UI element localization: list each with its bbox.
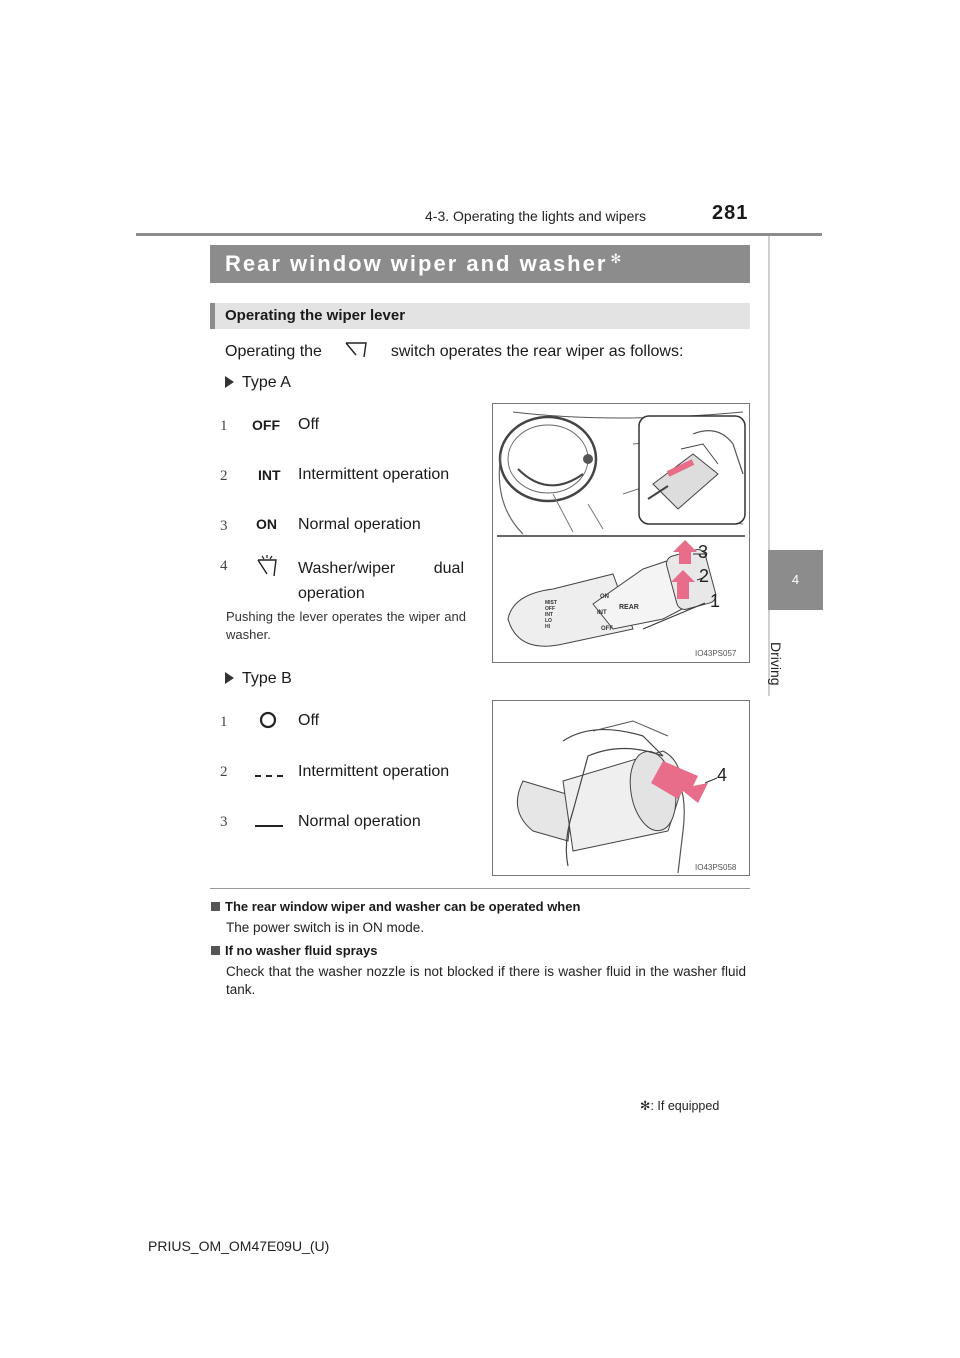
chapter-label: Driving <box>768 642 784 686</box>
item-text: Normal operation <box>298 813 421 830</box>
intro-text: Operating the switch operates the rear wiper as follows: <box>225 343 684 361</box>
lever-label: OFF <box>601 626 613 632</box>
item-number: 3 <box>220 814 228 830</box>
item-text: Off <box>298 712 320 729</box>
section-title-bar <box>210 245 750 283</box>
type-a-figure <box>492 403 750 663</box>
section-divider <box>210 888 750 889</box>
equipped-asterisk: ✻ <box>610 251 622 266</box>
item-text: Intermittent operation <box>298 763 450 780</box>
lever-label: ON <box>600 594 609 600</box>
item-text: Intermittent operation <box>298 466 450 483</box>
item-number: 2 <box>220 764 228 780</box>
chapter-tab: 4 <box>768 550 823 610</box>
document-code: PRIUS_OM_OM47E09U_(U) <box>148 1238 330 1254</box>
footnote: ✻: If equipped <box>640 1099 720 1113</box>
page-number: 281 <box>712 202 749 224</box>
section-title: Rear window wiper and washer ✻ <box>225 251 622 276</box>
figure-callout: 1 <box>710 591 721 611</box>
square-bullet-icon <box>211 946 220 955</box>
item-text: Washer/wiper dual operation <box>298 560 464 602</box>
rear-wiper-icon <box>326 343 386 361</box>
lever-label: HI <box>545 624 550 630</box>
type-b-figure <box>492 700 750 876</box>
lever-label: INT <box>545 612 554 618</box>
item-number: 1 <box>220 418 228 434</box>
note-heading: The rear window wiper and washer can be operated when <box>211 899 580 914</box>
item-number: 3 <box>220 518 228 534</box>
item-text: Normal operation <box>298 516 421 533</box>
subheading-bar <box>210 303 750 329</box>
dashed-line-icon <box>254 766 284 784</box>
lever-label: REAR <box>619 604 639 611</box>
arrow-bullet-icon <box>225 672 234 684</box>
item-number: 1 <box>220 714 228 730</box>
figure-callout: 4 <box>717 765 728 785</box>
type-a-label: Type A <box>225 374 291 392</box>
subheading: Operating the wiper lever <box>225 307 406 324</box>
section-header: 4-3. Operating the lights and wipers <box>425 208 647 224</box>
type-a-note: Pushing the lever operates the wiper and washer. <box>226 609 466 642</box>
arrow-bullet-icon <box>225 376 234 388</box>
on-symbol: ON <box>256 516 277 532</box>
off-symbol: OFF <box>252 417 280 433</box>
note-heading: If no washer fluid sprays <box>211 943 377 958</box>
item-text: Off <box>298 416 320 433</box>
square-bullet-icon <box>211 902 220 911</box>
figure-code: IO43PS057 <box>695 649 737 658</box>
lever-label: LO <box>545 618 552 624</box>
item-number: 4 <box>220 558 228 574</box>
lever-label: OFF <box>545 606 555 612</box>
note-body: Check that the washer nozzle is not blocked if there is washer fluid in the washer fluid tank. <box>226 964 746 997</box>
lever-label: MIST <box>545 600 557 606</box>
header-rule <box>136 233 822 236</box>
solid-line-icon <box>254 816 284 834</box>
figure-callout: 2 <box>699 566 710 586</box>
int-symbol: INT <box>258 467 281 483</box>
figure-code: IO43PS058 <box>695 863 737 872</box>
item-number: 2 <box>220 468 228 484</box>
washer-wiper-icon <box>252 554 282 585</box>
figure-callout: 3 <box>698 542 709 562</box>
lever-label: INT <box>597 610 607 616</box>
note-body: The power switch is in ON mode. <box>226 920 425 935</box>
type-b-label: Type B <box>225 670 292 688</box>
circle-off-icon <box>258 710 278 735</box>
